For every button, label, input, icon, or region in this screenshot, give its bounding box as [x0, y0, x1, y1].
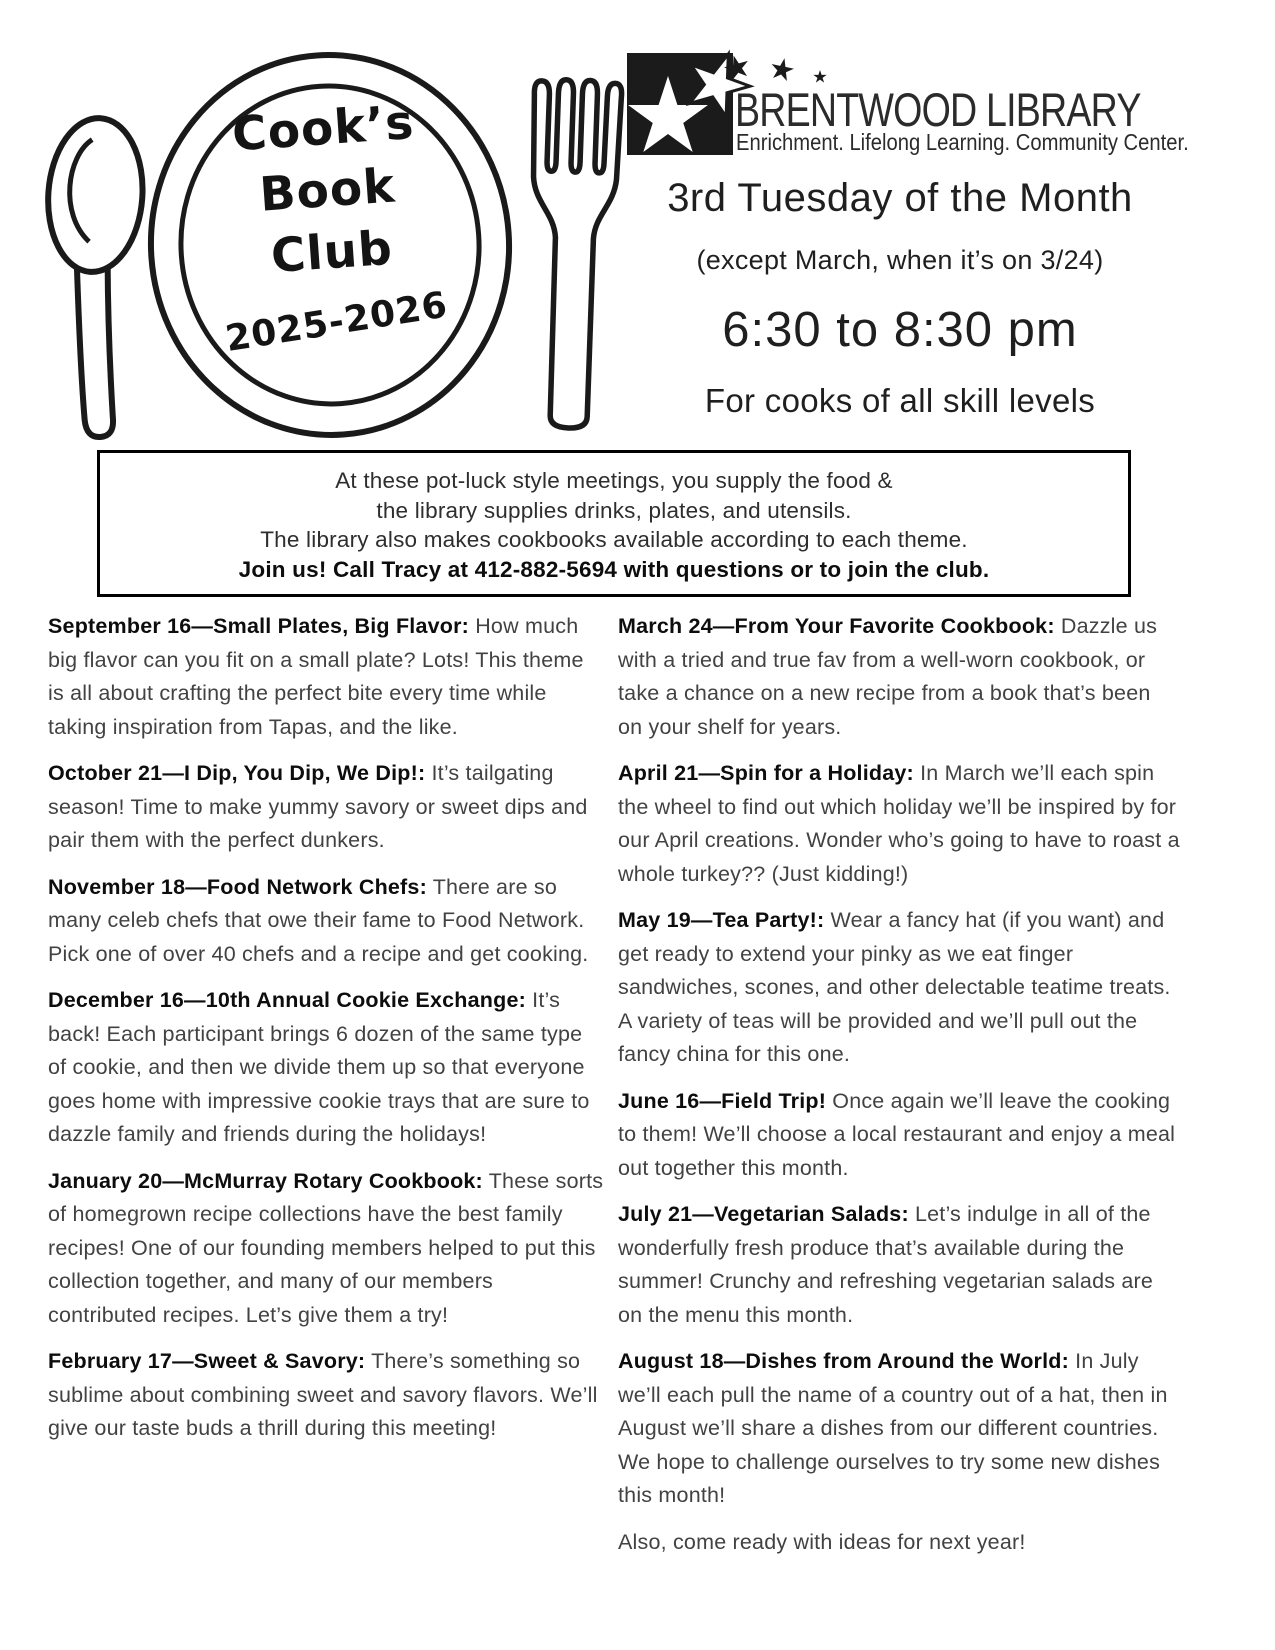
schedule-exception: (except March, when it’s on 3/24) [696, 245, 1104, 275]
event-body: How much big flavor can you fit on a small plate? Lots! This theme is all about crafting the perfect bite every time while taking inspiration from Tapas, and the like. [48, 614, 584, 739]
event-title: April 21—Spin for a Holiday: [618, 761, 914, 785]
event-body: Wear a fancy hat (if you want) and get ready to extend your pinky as we eat finger sandwiches, scones, and other delectable teatime treats. A variety of teas will be provided and we’ll pull out the fancy china for this one. [618, 908, 1171, 1066]
event-title: November 18—Food Network Chefs: [48, 874, 427, 899]
event-title: May 19—Tea Party!: [618, 908, 825, 932]
event-body: Let’s indulge in all of the wonderfully fresh produce that’s available during the summer! Crunchy and refreshing vegetarian salads are on the menu this month. [618, 1202, 1154, 1327]
event-september [48, 610, 604, 744]
event-march [618, 610, 1180, 744]
event-title: January 20—McMurray Rotary Cookbook: [48, 1168, 483, 1193]
schedule-audience: For cooks of all skill levels [704, 382, 1096, 419]
event-body: There are so many celeb chefs that owe their fame to Food Network. Pick one of over 40 chefs and a recipe and get cooking. [48, 874, 589, 966]
event-title: August 18—Dishes from Around the World: [618, 1349, 1069, 1373]
library-name: BRENTWOOD LIBRARY [735, 83, 1141, 136]
club-title-line3: Club [269, 220, 395, 285]
event-title: September 16—Small Plates, Big Flavor: [48, 614, 470, 638]
club-title-line2: Book [257, 158, 398, 223]
event-title: June 16—Field Trip! [618, 1088, 827, 1113]
event-body: There’s something so sublime about combining sweet and savory flavors. We’ll give our taste buds a thrill during this meeting! [48, 1349, 598, 1440]
event-body: It’s tailgating season! Time to make yummy savory or sweet dips and pair them with the perfect dunkers. [48, 761, 588, 852]
event-january [48, 1165, 604, 1333]
spoon-icon [32, 115, 148, 439]
event-december [48, 984, 604, 1152]
event-february [48, 1345, 604, 1446]
events-column-left [48, 610, 604, 1459]
event-november [48, 871, 604, 972]
event-body: Dazzle us with a tried and true fav from a well-worn cookbook, or take a chance on a new recipe from a book that’s been on your shelf for years. [618, 614, 1158, 739]
event-body: These sorts of homegrown recipe collections have the best family recipes! One of our founding members helped to put this collection together, and many of our members contributed recipes. Let’s give them a try! [48, 1168, 604, 1327]
logo-star-small3-icon [813, 70, 826, 83]
event-body: In July we’ll each pull the name of a country out of a hat, then in August we’ll share a dishes from our different countries. We hope to challenge ourselves to try some new dishes this month! [618, 1349, 1168, 1507]
schedule-day: 3rd Tuesday of the Month [667, 176, 1133, 220]
event-title: February 17—Sweet & Savory: [48, 1349, 366, 1373]
info-box [97, 450, 1131, 597]
info-line-2: the library supplies drinks, plates, and utensils. [376, 497, 852, 523]
info-line-join: Join us! Call Tracy at 412-882-5694 with questions or to join the club. [238, 556, 990, 582]
event-august [618, 1345, 1180, 1513]
info-line-3: The library also makes cookbooks available according to each theme. [260, 527, 968, 552]
library-tagline: Enrichment. Lifelong Learning. Community Center. [736, 129, 1189, 155]
event-title: October 21—I Dip, You Dip, We Dip!: [48, 761, 426, 785]
events-column-right [618, 610, 1180, 1572]
event-april [618, 757, 1180, 891]
event-title: March 24—From Your Favorite Cookbook: [618, 614, 1055, 638]
event-july [618, 1198, 1180, 1332]
event-title: December 16—10th Annual Cookie Exchange: [48, 988, 526, 1012]
schedule-block [620, 176, 1180, 420]
club-title-line1: Cook’s [230, 94, 416, 163]
event-body: Also, come ready with ideas for next year! [618, 1529, 1026, 1554]
info-line-1: At these pot-luck style meetings, you supply the food & [335, 468, 893, 493]
event-body: Once again we’ll leave the cooking to them! We’ll choose a local restaurant and enjoy a meal out together this month. [618, 1088, 1176, 1180]
closing-note [618, 1526, 1180, 1560]
event-body: It’s back! Each participant brings 6 dozen of the same type of cookie, and then we divide them up so that everyone goes home with impressive cookie trays that are sure to dazzle family and friends during the holidays! [48, 988, 590, 1146]
event-june [618, 1085, 1180, 1186]
event-title: July 21—Vegetarian Salads: [618, 1202, 909, 1226]
fork-icon [523, 79, 622, 430]
schedule-time: 6:30 to 8:30 pm [722, 303, 1078, 357]
club-title-years: 2025-2026 [222, 284, 451, 361]
event-may [618, 904, 1180, 1072]
event-october [48, 757, 604, 858]
club-title [142, 86, 519, 366]
logo-star-small2-icon [769, 56, 796, 82]
event-body: In March we’ll each spin the wheel to find out which holiday we’ll be inspired by for our April creations. Wonder who’s going to have to roast a whole turkey?? (Just kidding!) [618, 761, 1180, 886]
